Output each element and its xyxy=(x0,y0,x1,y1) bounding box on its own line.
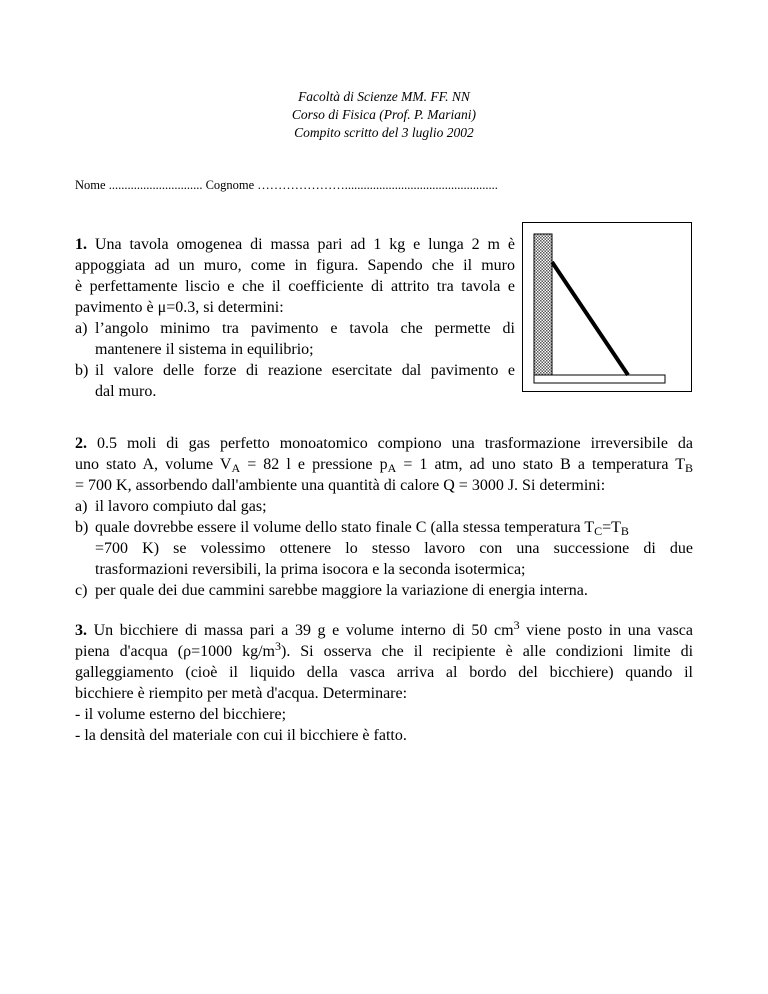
nome-field: .............................. xyxy=(108,178,203,192)
floor xyxy=(534,375,665,383)
problem-2 xyxy=(75,433,693,601)
problem-1-item-b: b) il valore delle forze di reazione esercitate dal pavimento e dal muro. xyxy=(75,362,515,400)
problem-3-number: 3. xyxy=(75,622,87,639)
item-label: a) xyxy=(75,320,88,337)
item-label: b) xyxy=(75,362,89,379)
problem-1-line-3: è perfettamente liscio e che il coefficiente di attrito tra tavola e xyxy=(75,278,515,295)
problem-1-line-4: pavimento è μ=0.3, si determini: xyxy=(75,299,284,316)
problem-2-line-1: 2. 0.5 moli di gas perfetto monoatomico compiono una trasformazione irreversibile da xyxy=(75,435,694,452)
problem-3-line-2: piena d'acqua (ρ=1000 $kg/m^3$). Si osserva che il recipiente è alle condizioni limite di xyxy=(75,639,694,660)
problem-3 xyxy=(75,620,693,746)
problem-3-line-6: - la densità del materiale con cui il bicchiere è fatto. xyxy=(75,727,407,744)
student-name-line xyxy=(75,178,498,193)
faculty-line: Facoltà di Scienze MM. FF. NN xyxy=(298,89,470,104)
ladder-figure xyxy=(522,222,692,392)
problem-3-line-5: - il volume esterno del bicchiere; xyxy=(75,706,287,723)
cognome-field: …………………................................................. xyxy=(257,178,498,192)
problem-2-number: 2. xyxy=(75,435,87,452)
problem-1-number: 1. xyxy=(75,236,87,253)
problem-2-line-3: = 700 K, assorbendo dall'ambiente una quantità di calore Q = 3000 J. Si determini: xyxy=(75,477,606,494)
problem-2-item-c: c) per quale dei due cammini sarebbe maggiore la variazione di energia interna. xyxy=(75,582,588,599)
problem-1-line-1: 1. Una tavola omogenea di massa pari ad 1 kg e lunga 2 m è xyxy=(75,236,516,253)
problem-2-line-2: uno stato A, volume $V_A = 82$ l e pressione $p_A = 1$ atm, ad uno stato B a temperatura $T_B$ xyxy=(75,456,693,475)
cognome-label: Cognome xyxy=(202,178,258,192)
problem-1-item-a: a) l’angolo minimo tra pavimento e tavola che permette di mantenere il sistema in equilibrio; xyxy=(75,320,515,358)
exam-header xyxy=(0,88,768,142)
problem-3-line-1: 3. Un bicchiere di massa pari a 39 g e volume interno di 50 $cm^3$ viene posto in una vasca xyxy=(75,618,693,639)
problem-2-item-a: a) il lavoro compiuto dal gas; xyxy=(75,498,267,515)
problem-3-line-4: bicchiere è riempito per metà d'acqua. Determinare: xyxy=(75,685,408,702)
wall xyxy=(534,234,552,377)
exam-date-line: Compito scritto del 3 luglio 2002 xyxy=(294,125,474,140)
course-line: Corso di Fisica (Prof. P. Mariani) xyxy=(291,107,477,122)
problem-1-line-2: appoggiata ad un muro, come in figura. Sapendo che il muro xyxy=(75,257,515,274)
problem-1 xyxy=(75,234,515,402)
problem-3-line-3: galleggiamento (cioè il liquido della vasca arriva al bordo del bicchiere) quando il xyxy=(75,664,693,681)
nome-label: Nome xyxy=(75,178,109,192)
problem-2-item-b: b) quale dovrebbe essere il volume dello stato finale C (alla stessa temperatura $T_C=T_B$ =700 K) se volessimo ottenere lo stesso lavoro con una successione di due trasformazioni reversibili, la prima isocora e la seconda isotermica; xyxy=(75,519,693,578)
